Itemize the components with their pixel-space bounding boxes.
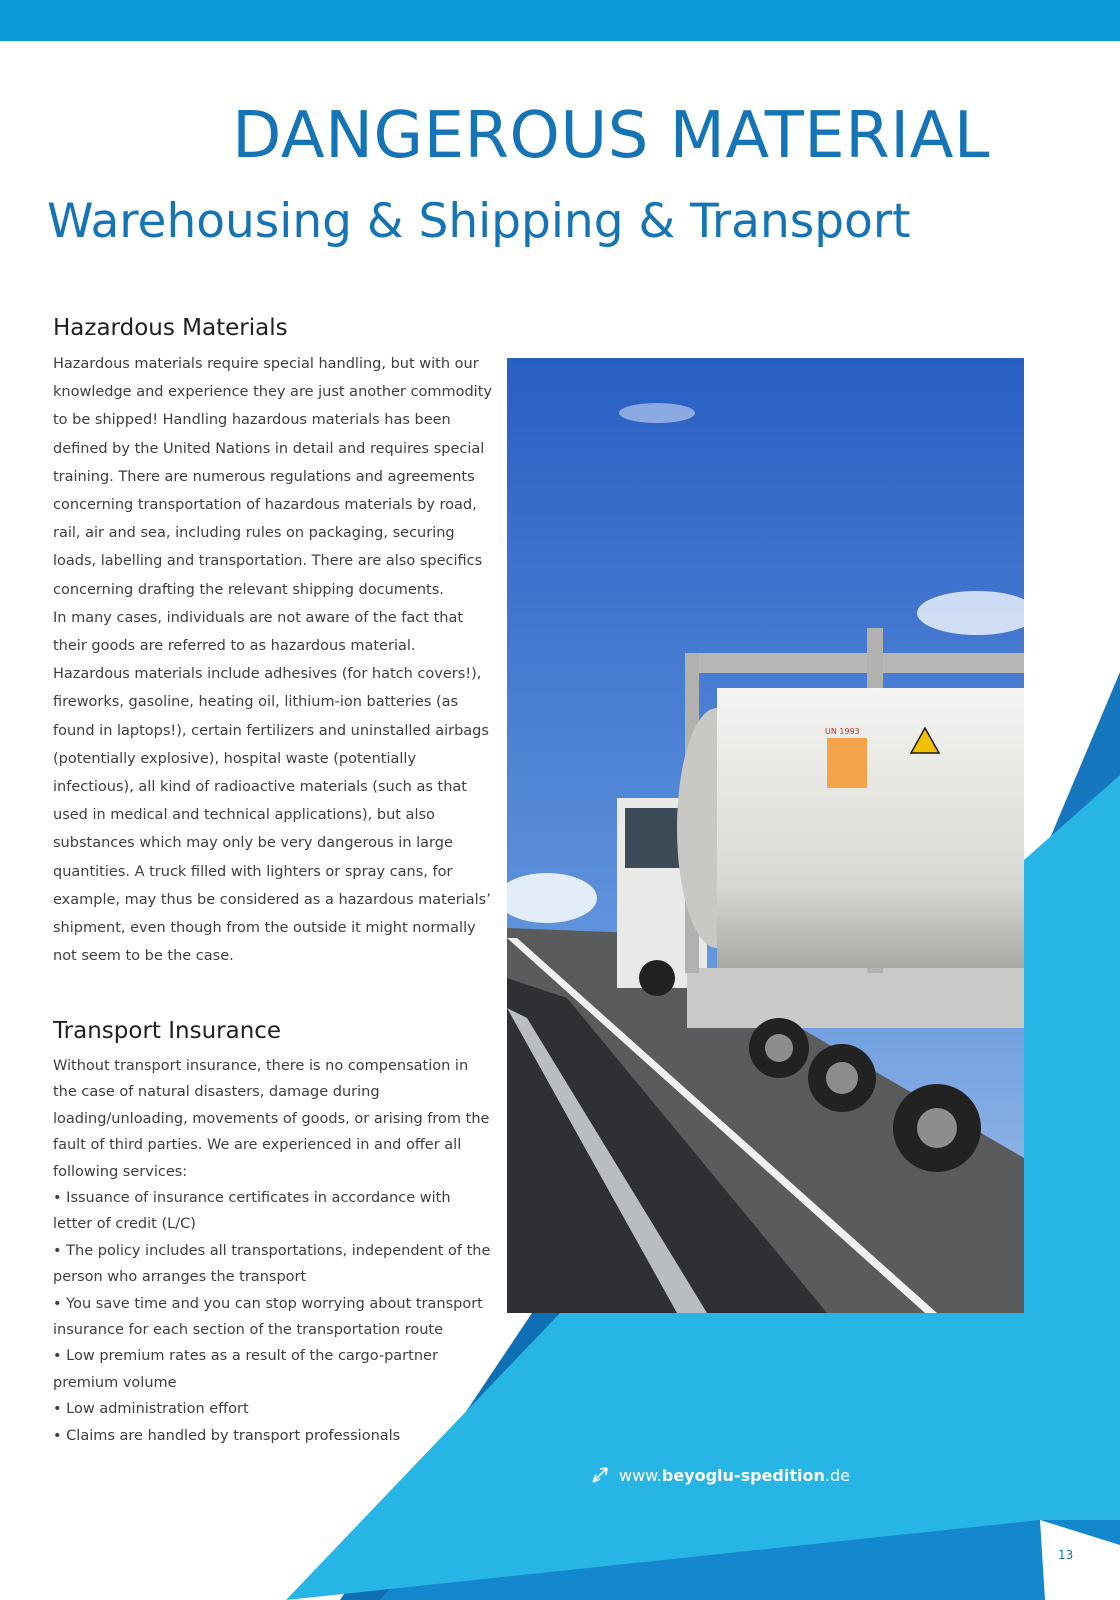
transport-insurance-section <box>53 1017 493 1449</box>
hazardous-paragraph-1: Hazardous materials require special handling, but with our knowledge and experience they are just another commodity to be shipped! Handling hazardous materials has been defined by the United Nations in detail and requires special training. There are numerous regulations and agreements concerning transportation of hazardous materials by road, rail, air and sea, including rules on packaging, securing loads, labelling and transportation. There are also specifics concerning drafting the relevant shipping documents. <box>53 355 492 598</box>
website-domain: beyoglu-spedition <box>661 1465 825 1485</box>
insurance-heading: Transport Insurance <box>53 1018 282 1044</box>
hazardous-paragraph-2: In many cases, individuals are not aware of the fact that their goods are referred to as hazardous material. Hazardous materials include adhesives (for hatch covers!), fireworks, gasoline, heating oil, lithium-ion batteries (as found in laptops!), certain fertilizers and uninstalled airbags (potentially explosive), hospital waste (potentially infectious), all kind of radioactive materials (such as that used in medical and technical applications), but also substances which may only be very dangerous in large quantities. A truck filled with lighters or spray cans, for example, may thus be considered as a hazardous materials’ shipment, even though from the outside it might normally not seem to be the case. <box>53 609 491 965</box>
tank-label: UN 1993 <box>825 727 860 736</box>
page-number: 13 <box>1058 1548 1074 1562</box>
trailer-chassis <box>687 968 1024 1028</box>
wheel <box>639 960 675 996</box>
cursor-arrow-icon <box>590 1465 610 1485</box>
hazmat-placard <box>827 738 867 788</box>
wheel-hub <box>826 1062 858 1094</box>
hazardous-heading: Hazardous Materials <box>53 315 288 341</box>
cloud <box>619 403 695 423</box>
wheel-hub <box>917 1108 957 1148</box>
insurance-bullet: • You save time and you can stop worrying about transport insurance for each section of the transportation route <box>53 1295 483 1338</box>
website-suffix: .de <box>824 1465 850 1485</box>
insurance-bullet: • Low premium rates as a result of the cargo-partner premium volume <box>53 1348 438 1391</box>
page-subtitle: Warehousing & Shipping & Transport <box>47 194 911 249</box>
insurance-bullet: • Low administration effort <box>53 1401 249 1418</box>
hazardous-materials-section <box>53 314 493 970</box>
insurance-bullet: • Issuance of insurance certificates in accordance with letter of credit (L/C) <box>53 1189 451 1233</box>
page-title: DANGEROUS MATERIAL <box>232 99 990 173</box>
wheel-hub <box>765 1034 793 1062</box>
bg-triangle-right-light <box>1024 775 1120 1313</box>
tanker-truck-photo <box>507 358 1024 1313</box>
insurance-bullet: • The policy includes all transportations, independent of the person who arranges the transport <box>53 1242 491 1286</box>
website-prefix: www. <box>619 1465 662 1485</box>
tank-body <box>717 688 1024 968</box>
website-link[interactable] <box>590 1465 850 1485</box>
insurance-bullet: • Claims are handled by transport professionals <box>53 1427 401 1444</box>
tank-frame <box>685 653 1024 673</box>
insurance-intro: Without transport insurance, there is no compensation in the case of natural disasters, damage during loading/unloading, movements of goods, or arising from the fault of third parties. We are experienced in and offer all following services: <box>53 1057 490 1180</box>
